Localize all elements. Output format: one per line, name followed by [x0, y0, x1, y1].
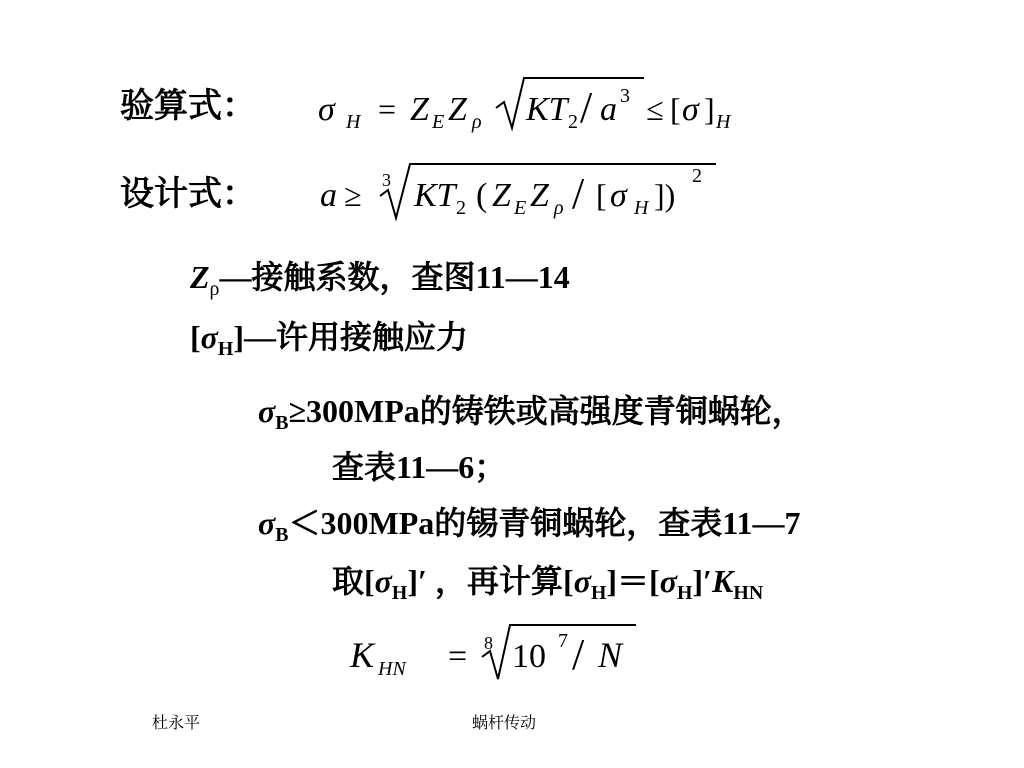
item-allowable-stress: [332, 556, 763, 605]
formula-slash: /: [572, 630, 585, 679]
formula-a: a: [600, 91, 617, 128]
formula-slash: /: [572, 169, 585, 218]
formula-sub-hn: HN: [378, 658, 406, 680]
formula-n: N: [598, 635, 623, 675]
root-index-3: 3: [382, 170, 391, 190]
bracket-open: [: [190, 319, 201, 355]
symbol-sigma: σ: [659, 563, 677, 599]
formula-sub-rho: ρ: [472, 111, 482, 133]
formula-sigma: σ: [682, 91, 699, 128]
formula-sub-rho: ρ: [554, 197, 564, 219]
symbol-sigma: σ: [374, 563, 392, 599]
formula-slash: /: [580, 83, 593, 132]
formula-bracket-open: [: [670, 91, 681, 127]
symbol-sigma: σ: [258, 393, 276, 429]
item-tin-bronze: [258, 498, 800, 547]
text-recalc: ]′ ，再计算[: [407, 563, 574, 599]
item-cast-iron-text: ≥300MPa的铸铁或高强度青铜蜗轮，: [288, 393, 804, 429]
formula-exp-3: 3: [620, 85, 630, 107]
formula-kt: KT: [526, 91, 568, 128]
check-formula: [310, 70, 770, 140]
formula-sub-2: 2: [456, 197, 466, 219]
formula-z: Z: [410, 91, 429, 128]
subscript-h: H: [217, 337, 234, 360]
formula-equals: =: [378, 91, 397, 127]
symbol-sigma: σ: [573, 563, 591, 599]
formula-z: Z: [492, 177, 511, 214]
subscript-h: H: [676, 581, 693, 604]
formula-sub-e: E: [514, 197, 527, 219]
formula-sigma: σ: [610, 177, 627, 214]
formula-equals: =: [448, 638, 468, 675]
formula-paren-open: (: [476, 177, 488, 214]
subscript-b: B: [275, 523, 289, 546]
formula-sub-h: H: [716, 111, 731, 133]
khn-formula: [340, 615, 650, 685]
text-prime: ]′: [692, 563, 713, 599]
footer-author: 杜永平: [152, 715, 201, 732]
symbol-sigma: σ: [258, 505, 276, 541]
subscript-rho: ρ: [209, 277, 220, 300]
formula-sub-e: E: [432, 111, 445, 133]
note-sigma-h: [190, 312, 468, 361]
formula-sub-h: H: [634, 197, 649, 219]
text-take: 取[: [332, 563, 375, 599]
subscript-h: H: [391, 581, 408, 604]
formula-z: Z: [448, 91, 467, 128]
symbol-z: Z: [190, 259, 210, 295]
design-formula: [310, 152, 730, 224]
note-z-rho-text: —接触系数，查图11—14: [219, 259, 570, 295]
subscript-h: H: [590, 581, 607, 604]
formula-bracket-close: ]: [704, 91, 715, 127]
symbol-k: K: [712, 563, 734, 599]
item-tin-bronze-text: ＜300MPa的锡青铜蜗轮，查表11—7: [288, 505, 801, 541]
item-cast-iron-cont: 查表11—6；: [332, 449, 507, 485]
formula-z: Z: [530, 177, 549, 214]
subscript-hn: HN: [733, 581, 764, 604]
text-equals: ]＝[: [606, 563, 660, 599]
formula-bracket-close: ]): [654, 177, 676, 213]
formula-k: K: [350, 635, 375, 675]
check-formula-label: 验算式：: [120, 88, 256, 125]
formula-ten: 10: [512, 638, 546, 675]
formula-kt: KT: [414, 177, 456, 214]
formula-sub-2: 2: [568, 111, 578, 133]
formula-exp-2: 2: [692, 165, 702, 187]
formula-exp-7: 7: [558, 630, 568, 652]
note-sigma-h-text: ]—许用接触应力: [233, 319, 469, 355]
formula-bracket-open: [: [596, 177, 607, 213]
item-cast-iron: [258, 386, 804, 435]
symbol-sigma: σ: [200, 319, 218, 355]
formula-le: ≤: [646, 91, 664, 127]
subscript-b: B: [275, 411, 289, 434]
formula-sigma: σ: [318, 91, 335, 128]
design-formula-label: 设计式：: [120, 176, 256, 213]
formula-a: a: [320, 177, 337, 214]
note-z-rho: [190, 252, 570, 301]
formula-ge: ≥: [344, 177, 362, 213]
formula-sub-h: H: [346, 111, 361, 133]
root-index-8: 8: [484, 633, 493, 653]
footer-topic: 蜗杆传动: [472, 715, 537, 732]
